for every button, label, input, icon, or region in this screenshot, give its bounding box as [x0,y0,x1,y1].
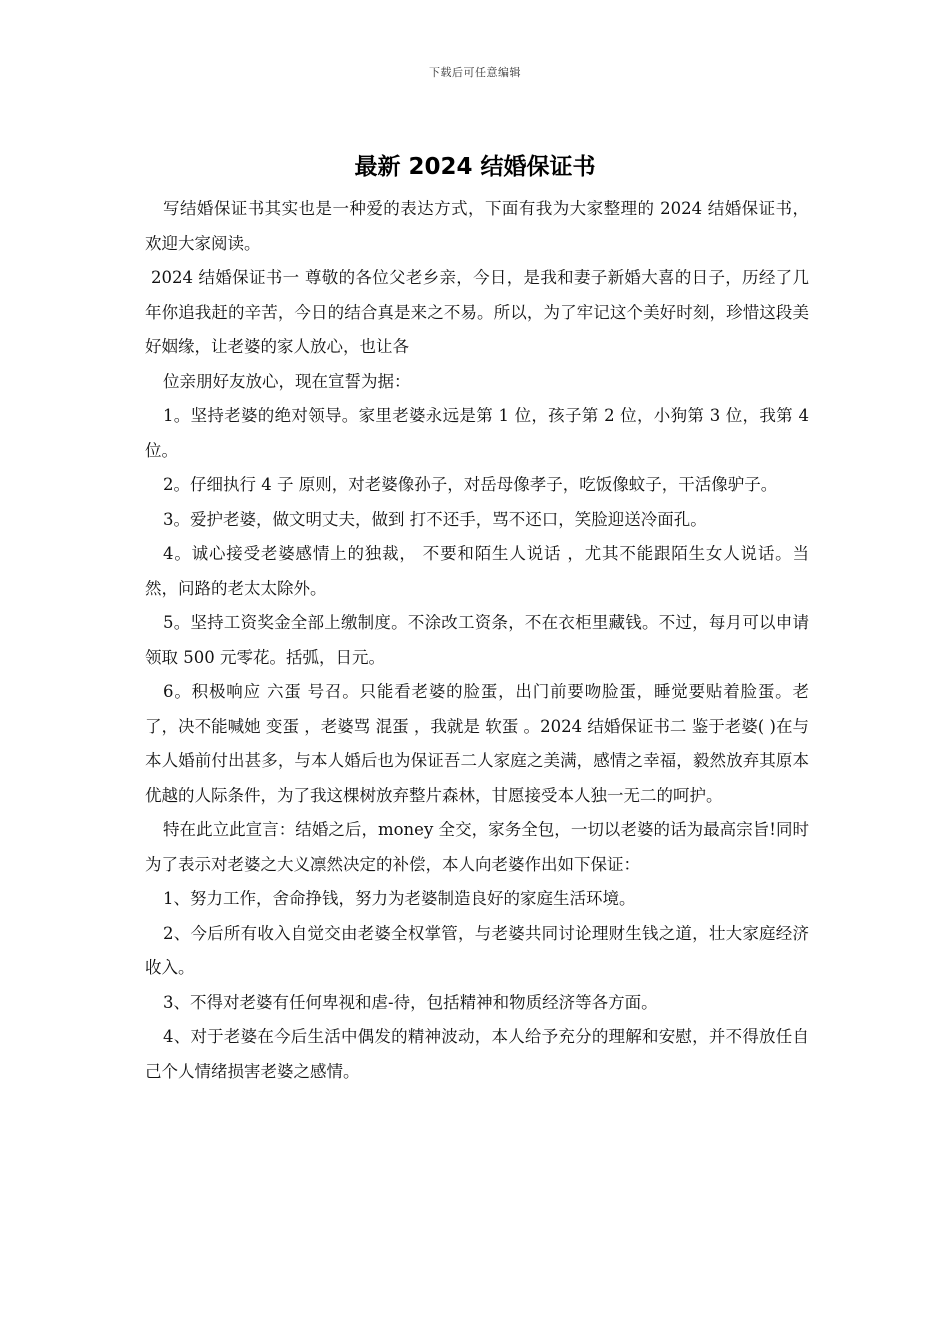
paragraph-item-6: 6。积极响应 六蛋 号召。只能看老婆的脸蛋，出门前要吻脸蛋，睡觉要贴着脸蛋。老了，决不能喊她 变蛋 ，老婆骂 混蛋 ，我就是 软蛋 。2024 结婚保证书二 鉴于老婆( )在与本人婚前付出甚多，与本人婚后也为保证吾二人家庭之美满，感情之幸福，毅然放弃其原本优越的人际条件，为了我这棵树放弃整片森林，甘愿接受本人独一无二的呵护。 [145,682,809,805]
header-note: 下载后可任意编辑 [429,66,521,79]
paragraph-item-2: 2。仔细执行 4 子 原则，对老婆像孙子，对岳母像孝子，吃饭像蚊子，干活像驴子。 [163,475,778,494]
paragraph-promise-4: 4、对于老婆在今后生活中偶发的精神波动，本人给予充分的理解和安慰，并不得放任自己个人情绪损害老婆之感情。 [145,1027,809,1081]
paragraph-item-5: 5。坚持工资奖金全部上缴制度。不涂改工资条，不在衣柜里藏钱。不过，每月可以申请领取 500 元零花。括弧，日元。 [145,613,809,667]
document-title: 最新 2024 结婚保证书 [354,154,596,180]
document-body [145,192,809,1089]
paragraph-section-one: 2024 结婚保证书一 尊敬的各位父老乡亲，今日，是我和妻子新婚大喜的日子，历经了几年你追我赶的辛苦，今日的结合真是来之不易。所以，为了牢记这个美好时刻，珍惜这段美好姻缘，让老婆的家人放心，也让各 [145,268,809,356]
paragraph-item-4: 4。诚心接受老婆感情上的独裁， 不要和陌生人说话 ，尤其不能跟陌生女人说话。当然，问路的老太太除外。 [145,544,809,598]
paragraph-promise-1: 1、努力工作，舍命挣钱，努力为老婆制造良好的家庭生活环境。 [163,889,636,908]
paragraph-promise-2: 2、今后所有收入自觉交由老婆全权掌管，与老婆共同讨论理财生钱之道，壮大家庭经济收入。 [145,923,809,977]
paragraph-pledge-lead: 位亲朋好友放心，现在宣誓为据： [163,371,411,391]
paragraph-declaration: 特在此立此宣言：结婚之后，money 全交，家务全包，一切以老婆的话为最高宗旨!同时为了表示对老婆之大义凛然决定的补偿，本人向老婆作出如下保证： [145,820,809,874]
paragraph-intro: 写结婚保证书其实也是一种爱的表达方式，下面有我为大家整理的 2024 结婚保证书，欢迎大家阅读。 [145,199,809,253]
paragraph-promise-3: 3、不得对老婆有任何卑视和虐-待，包括精神和物质经济等各方面。 [163,992,658,1012]
paragraph-item-3: 3。爱护老婆，做文明丈夫，做到 打不还手，骂不还口，笑脸迎送冷面孔。 [163,509,707,529]
paragraph-item-1: 1。坚持老婆的绝对领导。家里老婆永远是第 1 位，孩子第 2 位，小狗第 3 位，我第 4 位。 [145,406,809,460]
